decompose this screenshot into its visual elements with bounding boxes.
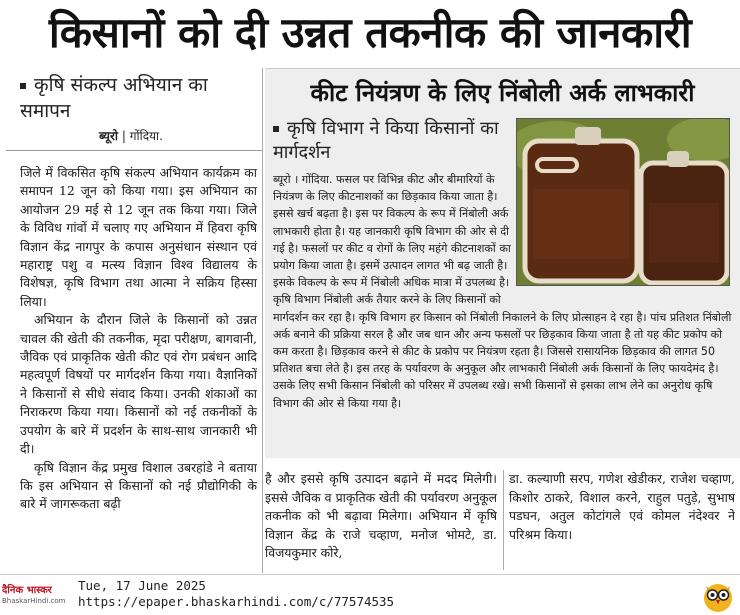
bullet-icon bbox=[20, 83, 26, 89]
owl-mascot-icon bbox=[700, 577, 736, 613]
bhaskar-logo[interactable] bbox=[2, 585, 68, 611]
neem-article-title: कीट नियंत्रण के लिए निंबोली अर्क लाभकारी bbox=[310, 79, 695, 107]
left-article-body bbox=[20, 164, 257, 572]
left-paragraph-1: जिले में विकसित कृषि संकल्प अभियान कार्यक्रम का समापन 12 जून को किया गया। इस अभियान का आयोजन 29 मई से 12 जून तक किया गया। जिले के विविध गांवों में चलाए गए अभियान में हिवरा कृषि विज्ञान केंद्र नागपुर के कपास अनुसंधान संस्थान एवं महाराष्ट्र पशु व मत्स्य विज्ञान विश्व विद्यालय के विशेषज्ञ, कृषि विभाग तथा आत्मा ने सक्रिय हिस्सा लिया। bbox=[20, 165, 257, 309]
neem-extract-cans-photo bbox=[516, 118, 730, 286]
neem-article-text: ब्यूरो । गोंदिया. फसल पर विभिन्न कीट और बीमारियों के नियंत्रण के लिए कीटनाशकों का छिड़काव किया जाता है। इससे खर्च बढ़ता है। इस पर विकल्प के रूप में निंबोली अर्क लाभकारी होता है। यह जानकारी कृषि विभाग की ओर से दी गई है। फसलों पर कीट व रोगों के लिए महंगे कीटनाशकों का प्रयोग किया जाता है। इसमें उत्पादन लागत भी बढ़ जाती है। इसके विकल्प के रूप में निंबोली अधिक मात्रा में उपलब्ध है। कृषि विभाग निंबोली अर्क तैयार करने के लिए किसानों को मार्गदर्शन कर रहा है। कृषि विभाग हर किसान को निंबोली निकालने के लिए प्रोत्साहन दे रहा है। पांच प्रतिशत निंबोली अर्क बनाने की प्रक्रिया सरल है और जब धान और अन्य फसलों पर छिड़काव किया जाता है तो यह कीट प्रकोप को कम करता है। छिड़काव करने से कीट के प्रकोप पर नियंत्रण रहता है। जिससे रासायनिक छिड़काव की लागत 50 प्रतिशत बचा लेते है। इस तरह के पर्यावरण के अनुकूल और लाभकारी निंबोली अर्क किसानों के लिए फायदेमंद है। उसके लिए सभी किसान निंबोली को परिसर में उपलब्ध रखे। सभी किसानों से इसका लाभ लेने का अनुरोध कृषि विभाग की ओर से किया गया है। bbox=[273, 173, 732, 410]
left-subheading-text: कृषि संकल्प अभियान का समापन bbox=[20, 74, 208, 122]
column-divider bbox=[262, 68, 263, 573]
page-headline: किसानों को दी उन्नत तकनीक की जानकारी bbox=[48, 8, 692, 57]
logo-subtext: BhaskarHindi.com bbox=[2, 597, 66, 605]
left-article bbox=[0, 68, 262, 573]
jerry-cans-illustration bbox=[517, 119, 730, 286]
byline-separator: | bbox=[121, 129, 130, 143]
left-article-subheading bbox=[20, 72, 260, 124]
left-article-continuation: है और इससे कृषि उत्पादन बढ़ाने में मदद मिलेगी। इससे जैविक व प्राकृतिक खेती की पर्यावरण अनुकूल तकनीक को भी बढ़ावा मिलेगा। अभियान में कृषि विज्ञान केंद्र के राजे चव्हाण, मनोज भोमटे, डा. विजयकुमार कोरे, bbox=[265, 471, 497, 561]
logo-text: दैनिक भास्कर bbox=[2, 585, 52, 596]
left-article-continuation-2: डा. कल्याणी सरप, गणेश खेडीकर, राजेश चव्हाण, किशोर ठाकरे, विशाल करने, राहुल पतुड़े, सुभाष पडघन, अतुल कोटांगले एवं कोमल नंदेश्वर ने परिश्रम किया। bbox=[509, 471, 735, 542]
bullet-icon bbox=[273, 126, 279, 132]
left-paragraph-2: अभियान के दौरान जिले के किसानों को उन्नत चावल की खेती की तकनीक, मृदा परीक्षण, बागवानी, जैविक एवं प्राकृतिक खेती कीट एवं रोग प्रबंधन आदि महत्वपूर्ण विषयों पर मार्गदर्शन किया गया। वैज्ञानिकों ने किसानों से सीधे संवाद किया। उनकी शंकाओं का निराकरण किया गया। किसानों को नई तकनीकों के उपयोग के बारे में प्रदर्शन के साथ-साथ जानकारी भी दी। bbox=[20, 312, 257, 457]
byline-city: गोंदिया. bbox=[129, 129, 163, 143]
byline bbox=[0, 128, 262, 144]
neem-article-subheading bbox=[273, 117, 518, 165]
epaper-url-link[interactable]: https://epaper.bhaskarhindi.com/c/77574535 bbox=[78, 594, 395, 609]
footer-divider bbox=[0, 574, 740, 575]
byline-divider bbox=[6, 150, 262, 151]
column-divider bbox=[503, 470, 504, 570]
neem-subheading-text: कृषि विभाग ने किया किसानों का मार्गदर्शन bbox=[273, 118, 499, 163]
edition-date: Tue, 17 June 2025 bbox=[78, 578, 206, 593]
byline-source: ब्यूरो bbox=[99, 129, 119, 143]
left-paragraph-3: कृषि विज्ञान केंद्र प्रमुख विशाल उबरहांडे ने बताया कि इस अभियान से किसानों को नई प्रौद्योगिकी के बारे में जागरूकता बढ़ी bbox=[20, 459, 257, 512]
